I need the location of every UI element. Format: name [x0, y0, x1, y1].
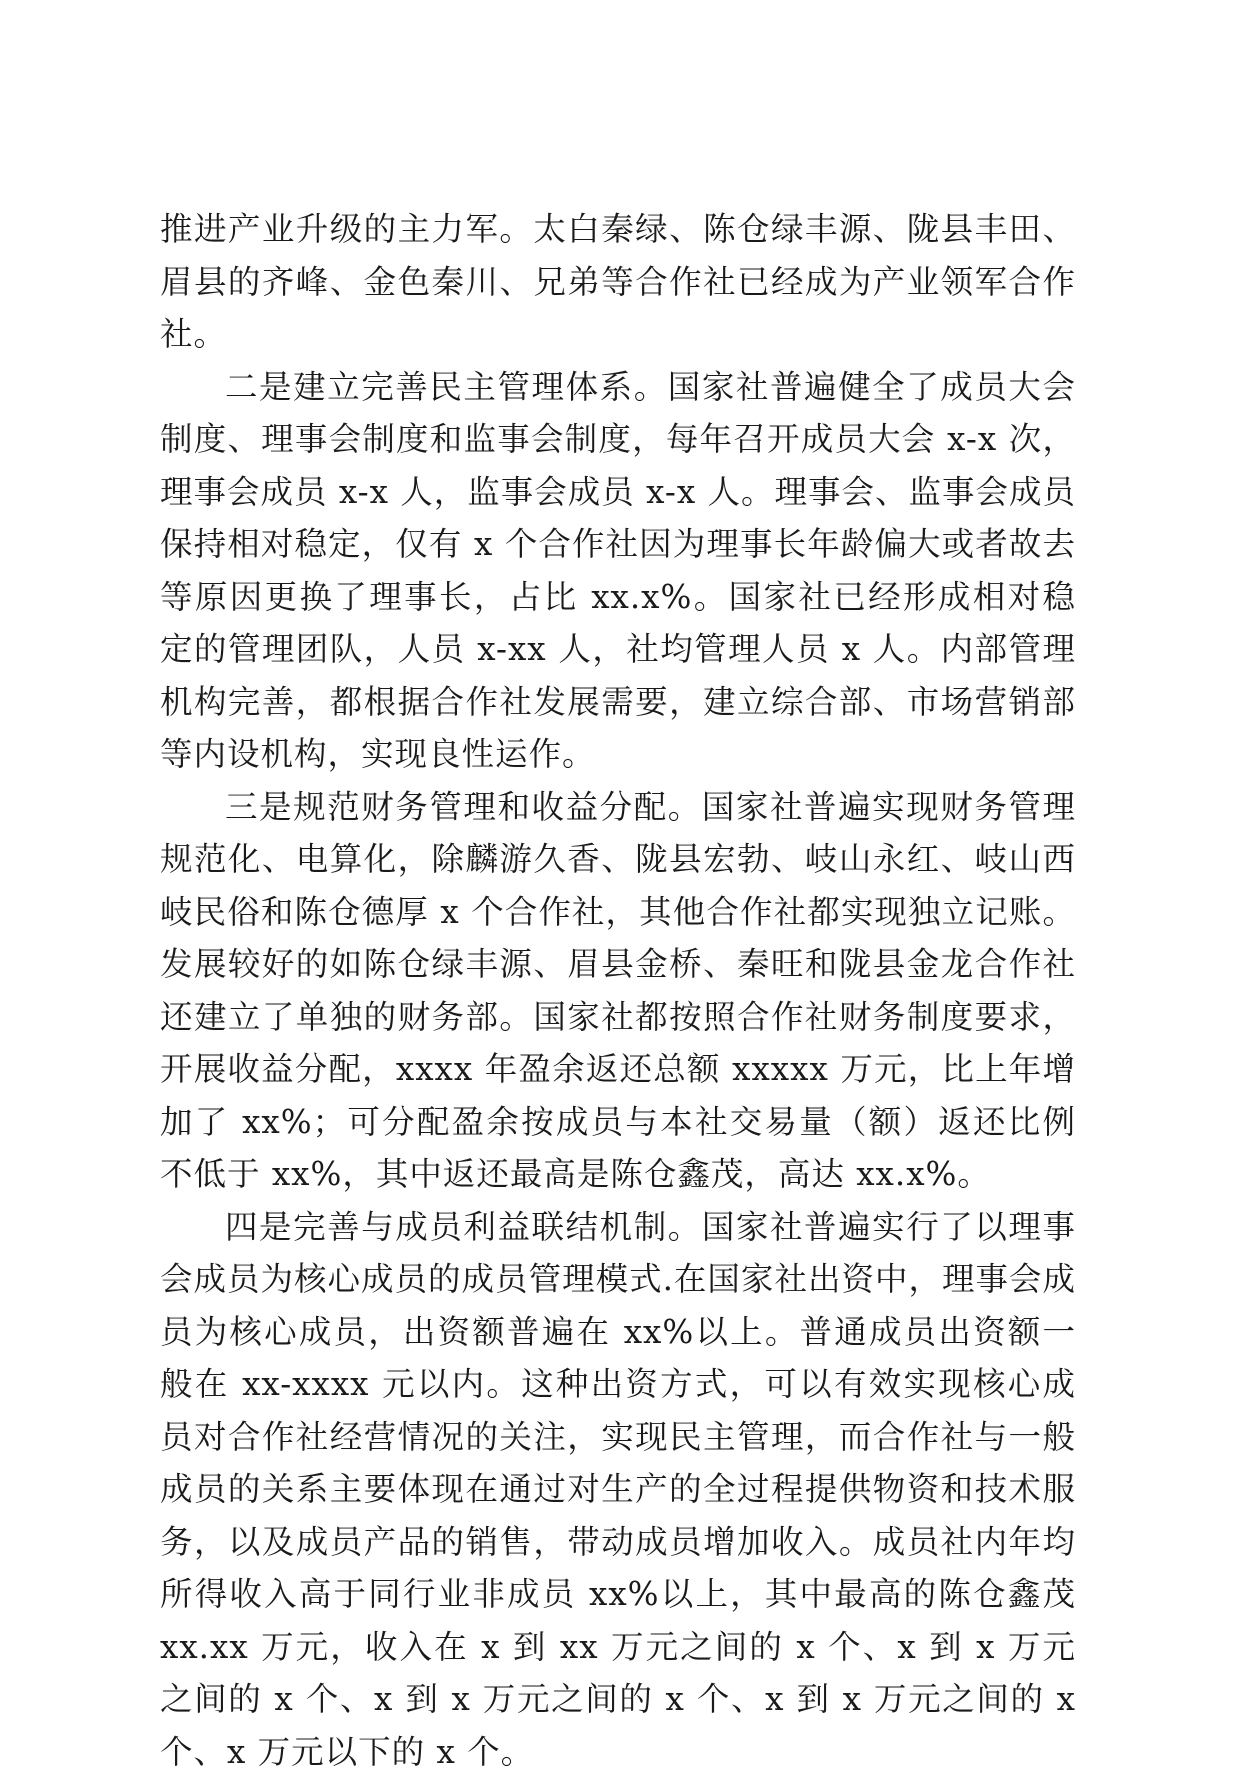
paragraph-democratic-management: 二是建立完善民主管理体系。国家社普遍健全了成员大会制度、理事会制度和监事会制度，每年召开成员大会 x-x 次，理事会成员 x-x 人，监事会成员 x-x 人。理事会、监事会成员保持相对稳定，仅有 x 个合作社因为理事长年龄偏大或者故去等原因更换了理事长，占比 xx.x%。国家社已经形成相对稳定的管理团队，人员 x-xx 人，社均管理人员 x 人。内部管理机构完善，都根据合作社发展需要，建立综合部、市场营销部等内设机构，实现良性运作。: [160, 361, 1076, 781]
paragraph-member-interests: 四是完善与成员利益联结机制。国家社普遍实行了以理事会成员为核心成员的成员管理模式.在国家社出资中，理事会成员为核心成员，出资额普遍在 xx%以上。普通成员出资额一般在 xx-xxxx 元以内。这种出资方式，可以有效实现核心成员对合作社经营情况的关注，实现民主管理，而合作社与一般成员的关系主要体现在通过对生产的全过程提供物资和技术服务，以及成员产品的销售，带动成员增加收入。成员社内年均所得收入高于同行业非成员 xx%以上，其中最高的陈仓鑫茂 xx.xx 万元，收入在 x 到 xx 万元之间的 x 个、x 到 x 万元之间的 x 个、x 到 x 万元之间的 x 个、x 到 x 万元之间的 x 个、x 万元以下的 x 个。: [160, 1201, 1076, 1778]
document-body: [160, 203, 1076, 1778]
paragraph-financial-management: 三是规范财务管理和收益分配。国家社普遍实现财务管理规范化、电算化，除麟游久香、陇县宏勃、岐山永红、岐山西岐民俗和陈仓德厚 x 个合作社，其他合作社都实现独立记账。发展较好的如陈仓绿丰源、眉县金桥、秦旺和陇县金龙合作社还建立了单独的财务部。国家社都按照合作社财务制度要求，开展收益分配，xxxx 年盈余返还总额 xxxxx 万元，比上年增加了 xx%；可分配盈余按成员与本社交易量（额）返还比例不低于 xx%，其中返还最高是陈仓鑫茂，高达 xx.x%。: [160, 781, 1076, 1201]
paragraph-industry-leaders: 推进产业升级的主力军。太白秦绿、陈仓绿丰源、陇县丰田、眉县的齐峰、金色秦川、兄弟等合作社已经成为产业领军合作社。: [160, 203, 1076, 361]
